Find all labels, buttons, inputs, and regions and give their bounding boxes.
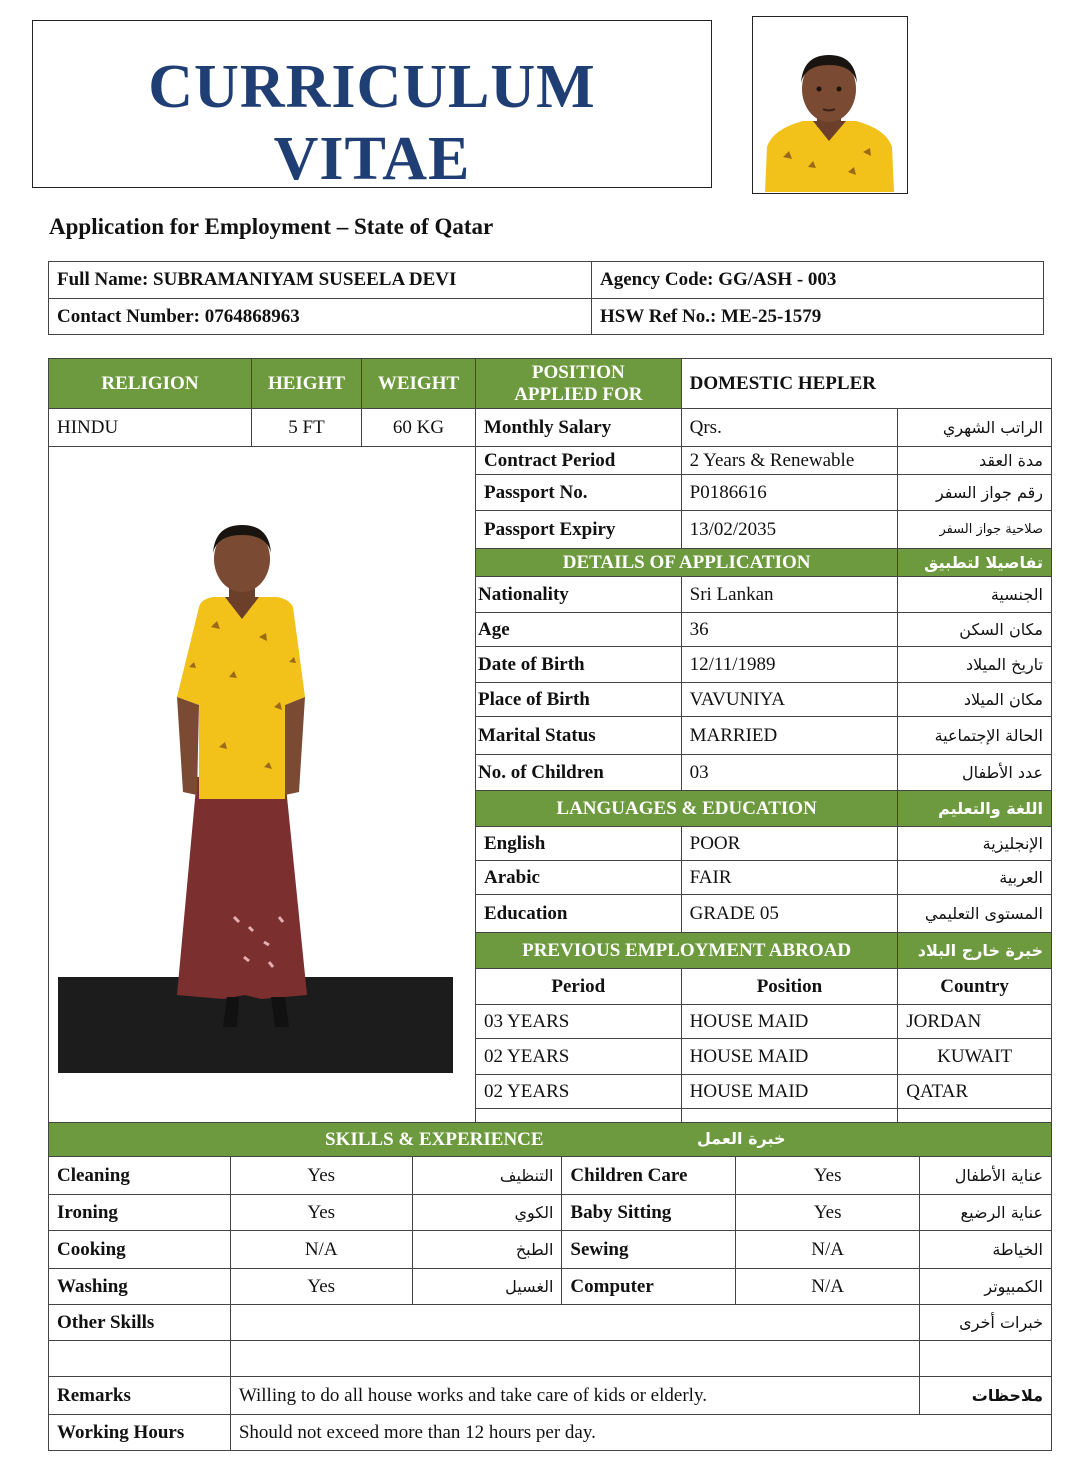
language-value: POOR	[681, 827, 898, 861]
other-skills-label: Other Skills	[49, 1305, 231, 1341]
position-value: DOMESTIC HEPLER	[681, 359, 1051, 409]
contract-label: Monthly Salary	[476, 409, 682, 447]
employment-period: 02 YEARS	[476, 1039, 682, 1075]
skills-table	[48, 1122, 1052, 1451]
working-hours-label: Working Hours	[49, 1415, 231, 1451]
detail-ar: الحالة الإجتماعية	[898, 717, 1052, 755]
skill2-label: Computer	[562, 1269, 736, 1305]
weight-header: WEIGHT	[362, 359, 476, 409]
blank-cell	[49, 1341, 231, 1377]
working-hours-value: Should not exceed more than 12 hours per day.	[230, 1415, 1051, 1451]
detail-value: MARRIED	[681, 717, 898, 755]
detail-label: No. of Children	[476, 755, 682, 791]
employment-col-country: Country	[898, 969, 1052, 1005]
agency-code: Agency Code: GG/ASH - 003	[592, 262, 1044, 299]
skill2-ar: الخياطة	[920, 1231, 1052, 1269]
language-label: Arabic	[476, 861, 682, 895]
employment-heading-ar: خبرة خارج البلاد	[898, 933, 1052, 969]
language-ar: الإنجليزية	[898, 827, 1052, 861]
skill2-ar: الكمبيوتر	[920, 1269, 1052, 1305]
skill2-ar: عناية الأطفال	[920, 1157, 1052, 1195]
contract-ar: رقم جواز السفر	[898, 475, 1052, 511]
skill2-label: Baby Sitting	[562, 1195, 736, 1231]
full-name: Full Name: SUBRAMANIYAM SUSEELA DEVI	[49, 262, 592, 299]
main-details-table	[48, 358, 1052, 1141]
detail-ar: الجنسية	[898, 577, 1052, 613]
contract-ar: صلاحية جواز السفر	[898, 511, 1052, 549]
skill2-ar: عناية الرضيع	[920, 1195, 1052, 1231]
position-label-1: POSITION	[531, 361, 625, 383]
education-ar: المستوى التعليمي	[898, 895, 1052, 933]
passport-photo	[752, 16, 908, 194]
detail-label: Age	[476, 613, 682, 647]
contract-label: Contract Period	[476, 447, 682, 475]
contact-number: Contact Number: 0764868963	[49, 299, 592, 335]
skill-ar: التنظيف	[412, 1157, 562, 1195]
languages-heading: LANGUAGES & EDUCATION	[476, 791, 898, 827]
detail-label: Place of Birth	[476, 683, 682, 717]
skill2-value: Yes	[736, 1195, 920, 1231]
employment-position: HOUSE MAID	[681, 1005, 898, 1039]
cv-title-box	[32, 20, 712, 193]
employment-period: 03 YEARS	[476, 1005, 682, 1039]
contract-label: Passport Expiry	[476, 511, 682, 549]
remarks-label: Remarks	[49, 1377, 231, 1415]
skill-value: Yes	[230, 1195, 412, 1231]
employment-position: HOUSE MAID	[681, 1039, 898, 1075]
skill-label: Washing	[49, 1269, 231, 1305]
skill-ar: الغسيل	[412, 1269, 562, 1305]
skill-label: Cooking	[49, 1231, 231, 1269]
height-value: 5 FT	[252, 409, 362, 447]
skill-value: Yes	[230, 1157, 412, 1195]
detail-label: Nationality	[476, 577, 682, 613]
contract-ar: الراتب الشهري	[898, 409, 1052, 447]
position-header	[476, 359, 682, 409]
religion-header: RELIGION	[49, 359, 252, 409]
language-label: English	[476, 827, 682, 861]
skill-value: Yes	[230, 1269, 412, 1305]
employment-period: 02 YEARS	[476, 1075, 682, 1109]
language-ar: العربية	[898, 861, 1052, 895]
blank-cell	[920, 1341, 1052, 1377]
language-value: FAIR	[681, 861, 898, 895]
title-line-2: VITAE	[273, 125, 471, 193]
skills-heading-ar: خبرة العمل	[697, 1129, 786, 1148]
skill2-label: Children Care	[562, 1157, 736, 1195]
skill2-value: N/A	[736, 1269, 920, 1305]
education-value: GRADE 05	[681, 895, 898, 933]
full-body-photo	[49, 447, 475, 1119]
employment-country: JORDAN	[898, 1005, 1052, 1039]
detail-value: 03	[681, 755, 898, 791]
blank-cell	[230, 1341, 919, 1377]
skills-heading-row	[49, 1123, 1052, 1157]
languages-heading-ar: اللغة والتعليم	[898, 791, 1052, 827]
other-skills-value	[230, 1305, 919, 1341]
other-skills-ar: خبرات أخرى	[920, 1305, 1052, 1341]
skill-label: Ironing	[49, 1195, 231, 1231]
hsw-ref: HSW Ref No.: ME-25-1579	[592, 299, 1044, 335]
skill-label: Cleaning	[49, 1157, 231, 1195]
contract-ar: مدة العقد	[898, 447, 1052, 475]
remarks-ar: ملاحظات	[920, 1377, 1052, 1415]
contract-label: Passport No.	[476, 475, 682, 511]
employment-position: HOUSE MAID	[681, 1075, 898, 1109]
contract-value: Qrs.	[681, 409, 898, 447]
details-heading-ar: تفاصيلا لتطبيق	[898, 549, 1052, 577]
skill2-label: Sewing	[562, 1231, 736, 1269]
passport-photo-figure	[753, 17, 906, 192]
detail-value: VAVUNIYA	[681, 683, 898, 717]
skill-ar: الكوي	[412, 1195, 562, 1231]
detail-label: Date of Birth	[476, 647, 682, 683]
remarks-value: Willing to do all house works and take care of kids or elderly.	[230, 1377, 919, 1415]
detail-ar: مكان السكن	[898, 613, 1052, 647]
education-label: Education	[476, 895, 682, 933]
detail-ar: عدد الأطفال	[898, 755, 1052, 791]
detail-ar: مكان الميلاد	[898, 683, 1052, 717]
contract-value: 13/02/2035	[681, 511, 898, 549]
application-subtitle: Application for Employment – State of Qatar	[49, 214, 494, 239]
contract-value: P0186616	[681, 475, 898, 511]
weight-value: 60 KG	[362, 409, 476, 447]
height-header: HEIGHT	[252, 359, 362, 409]
skill2-value: N/A	[736, 1231, 920, 1269]
contract-value: 2 Years & Renewable	[681, 447, 898, 475]
detail-value: 12/11/1989	[681, 647, 898, 683]
employment-col-period: Period	[476, 969, 682, 1005]
title-line-1: CURRICULUM	[148, 53, 596, 121]
detail-ar: تاريخ الميلاد	[898, 647, 1052, 683]
full-body-photo-cell	[49, 447, 476, 1141]
employment-country: QATAR	[898, 1075, 1052, 1109]
applicant-info-table	[48, 261, 1044, 335]
religion-value: HINDU	[49, 409, 252, 447]
detail-value: 36	[681, 613, 898, 647]
position-label-2: APPLIED FOR	[514, 383, 643, 405]
employment-country: KUWAIT	[898, 1039, 1052, 1075]
skill-ar: الطبخ	[412, 1231, 562, 1269]
detail-value: Sri Lankan	[681, 577, 898, 613]
skills-heading: SKILLS & EXPERIENCE	[325, 1129, 544, 1150]
employment-col-position: Position	[681, 969, 898, 1005]
details-heading: DETAILS OF APPLICATION	[476, 549, 898, 577]
skill2-value: Yes	[736, 1157, 920, 1195]
detail-label: Marital Status	[476, 717, 682, 755]
employment-heading: PREVIOUS EMPLOYMENT ABROAD	[476, 933, 898, 969]
skill-value: N/A	[230, 1231, 412, 1269]
